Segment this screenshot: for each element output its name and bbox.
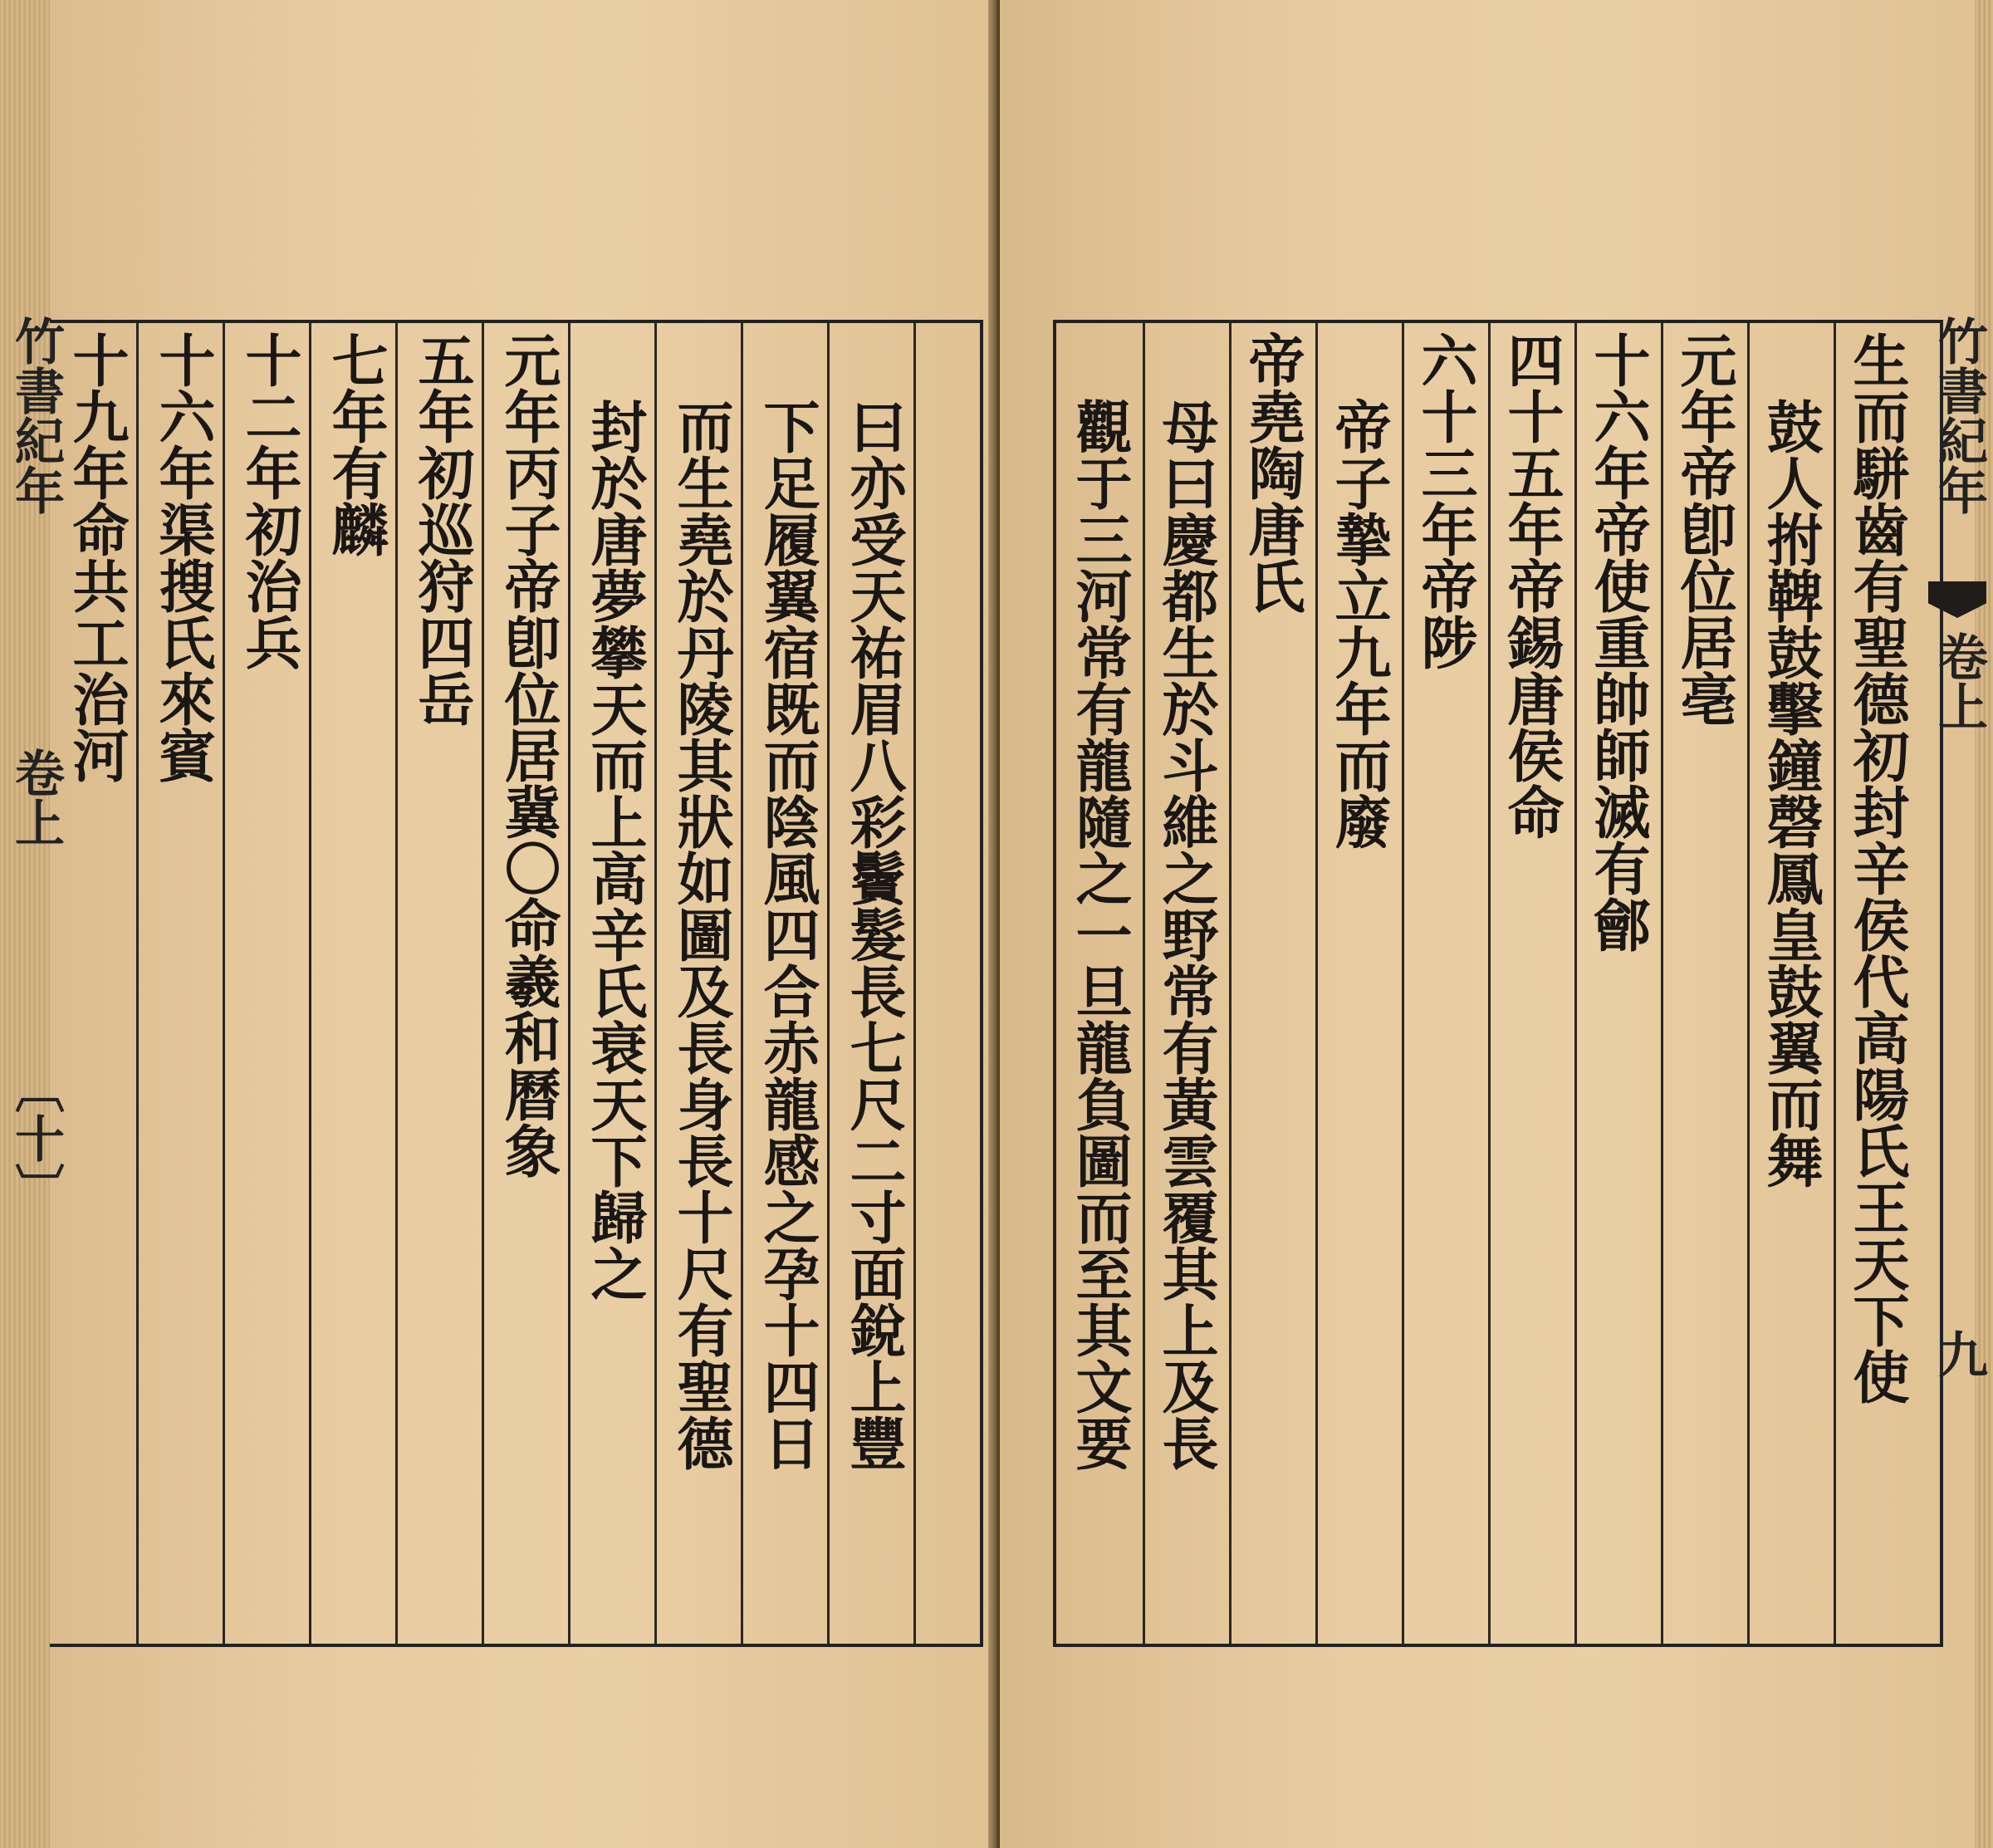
right-margin-title-text: 竹書紀年	[1930, 316, 1988, 515]
column-text: 母曰慶都生於斗維之野常有黃雲覆其上及長	[1153, 398, 1219, 1471]
text-column	[832, 398, 915, 1471]
text-column	[1231, 331, 1314, 614]
left-margin-volume-text: 卷上	[7, 748, 65, 847]
column-text: 而生堯於丹陵其狀如圖及長身長十尺有聖德	[668, 398, 734, 1471]
right-margin-folio-text: 九	[1930, 1329, 1988, 1379]
text-column	[1490, 331, 1573, 840]
column-text: 下足履翼宿既而陰風四合赤龍感之孕十四日	[754, 398, 820, 1471]
column-text: 六十三年帝陟	[1412, 331, 1478, 670]
right-margin-volume-text: 卷上	[1930, 631, 1988, 731]
right-margin-title	[1930, 316, 1988, 515]
text-column	[1835, 331, 1918, 1404]
column-text: 十二年初治兵	[236, 331, 302, 670]
page-edges-left	[0, 0, 50, 1848]
right-margin-folio	[1930, 1329, 1988, 1379]
column-text: 觀于三河常有龍隨之一旦龍負圖而至其文要	[1066, 398, 1133, 1471]
column-text: 七年有麟	[322, 331, 389, 557]
text-column	[1749, 398, 1832, 1189]
text-column	[487, 331, 570, 1179]
text-column	[746, 398, 829, 1471]
text-column	[314, 331, 397, 557]
left-margin-title-text: 竹書紀年	[7, 316, 65, 515]
left-margin-folio-text: 〔十〕	[7, 1063, 65, 1213]
column-text: 五年初巡狩四岳	[409, 331, 475, 727]
column-text: 鼓人拊鞞鼓擊鐘磬鳳皇鼓翼而舞	[1757, 398, 1824, 1189]
column-text: 十六年渠搜氏來賓	[149, 331, 216, 783]
text-column	[1058, 398, 1141, 1471]
text-column	[1662, 331, 1746, 727]
text-column	[659, 398, 742, 1471]
text-column	[228, 331, 311, 670]
column-text: 帝堯陶唐氏	[1239, 331, 1305, 614]
column-text: 封於唐夢攀天而上高辛氏衰天下歸之	[581, 398, 648, 1301]
column-text: 十九年命共工治河	[63, 331, 130, 783]
column-text: 曰亦受天祐眉八彩鬢髮長七尺二寸面銳上豐	[840, 398, 907, 1471]
text-column	[573, 398, 656, 1301]
right-text-frame	[1053, 320, 1943, 1647]
column-text: 十六年帝使重帥師滅有鄶	[1584, 331, 1651, 953]
left-text-frame	[50, 320, 983, 1647]
text-column	[55, 331, 138, 783]
right-page	[1000, 0, 1993, 1848]
column-text: 生而駢齒有聖德初封辛侯代高陽氏王天下使	[1844, 331, 1910, 1404]
text-column	[1576, 331, 1659, 953]
text-column	[1317, 398, 1400, 850]
column-text: 四十五年帝錫唐侯命	[1498, 331, 1565, 840]
text-column	[400, 331, 483, 727]
text-column	[1144, 398, 1227, 1471]
column-text: 元年帝卽位居亳	[1671, 331, 1737, 727]
column-text: 元年丙子帝卽位居冀〇命羲和曆象	[495, 331, 561, 1179]
page-edges-right	[1975, 0, 1993, 1848]
text-column	[1403, 331, 1486, 670]
column-text: 帝子摯立九年而廢	[1325, 398, 1392, 850]
right-margin-volume	[1930, 631, 1988, 731]
text-column	[141, 331, 224, 783]
